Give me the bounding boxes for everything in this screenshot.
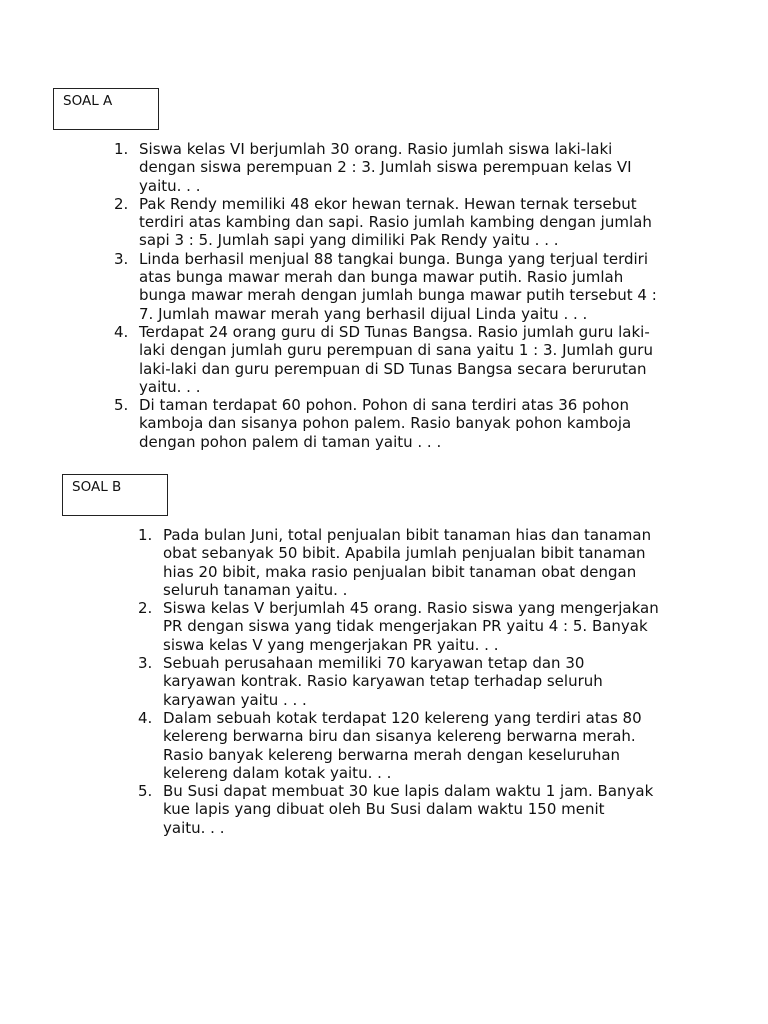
question-text-line: bunga mawar merah dengan jumlah bunga mawar putih tersebut 4 : <box>139 286 657 305</box>
question-text-line: Sebuah perusahaan memiliki 70 karyawan tetap dan 30 <box>163 654 585 673</box>
soal-b-question-3 <box>138 654 678 709</box>
question-text-line: yaitu. . . <box>163 818 225 837</box>
question-number: 1. <box>114 140 129 158</box>
soal-b-question-4 <box>138 709 678 782</box>
question-number: 3. <box>138 654 153 673</box>
question-text-line: laki dengan jumlah guru perempuan di sana yaitu 1 : 3. Jumlah guru <box>139 341 653 360</box>
question-text-line: Bu Susi dapat membuat 30 kue lapis dalam waktu 1 jam. Banyak <box>163 782 654 801</box>
question-text-line: hias 20 bibit, maka rasio penjualan bibit tanaman obat dengan <box>163 562 637 581</box>
question-text-line: karyawan kontrak. Rasio karyawan tetap terhadap seluruh <box>163 672 603 691</box>
question-text-line: Siswa kelas VI berjumlah 30 orang. Rasio jumlah siswa laki-laki <box>139 140 613 158</box>
question-text-line: PR dengan siswa yang tidak mengerjakan PR yaitu 4 : 5. Banyak <box>163 617 648 636</box>
soal-a-question-2 <box>114 195 674 250</box>
question-text-line: kelereng berwarna biru dan sisanya kelereng berwarna merah. <box>163 727 636 746</box>
soal-a-question-3 <box>114 250 674 323</box>
question-text-line: 7. Jumlah mawar merah yang berhasil dijual Linda yaitu . . . <box>139 304 588 323</box>
question-number: 5. <box>138 782 153 801</box>
soal-b-question-1 <box>138 526 678 599</box>
question-text-line: dengan siswa perempuan 2 : 3. Jumlah siswa perempuan kelas VI <box>139 158 632 177</box>
question-number: 4. <box>138 708 153 727</box>
soal-b-question-2 <box>138 599 678 654</box>
soal-b-question-5 <box>138 782 678 837</box>
question-text-line: dengan pohon palem di taman yaitu . . . <box>139 432 442 451</box>
question-text-line: Pak Rendy memiliki 48 ekor hewan ternak. Hewan ternak tersebut <box>139 194 637 213</box>
soal-a-question-4 <box>114 323 674 396</box>
question-text-line: seluruh tanaman yaitu. . <box>163 580 348 599</box>
soal-b-question-list <box>138 526 678 837</box>
soal-b-label: SOAL B <box>72 479 122 495</box>
question-number: 3. <box>114 249 129 268</box>
question-text-line: Dalam sebuah kotak terdapat 120 kelereng yang terdiri atas 80 <box>163 708 642 727</box>
question-text-line: laki-laki dan guru perempuan di SD Tunas Bangsa secara berurutan <box>139 359 647 378</box>
question-text-line: kelereng dalam kotak yaitu. . . <box>163 763 392 782</box>
soal-b-label-box <box>62 474 168 516</box>
question-text-line: terdiri atas kambing dan sapi. Rasio jumlah kambing dengan jumlah <box>139 213 652 232</box>
question-text-line: yaitu. . . <box>139 377 201 396</box>
question-text-line: sapi 3 : 5. Jumlah sapi yang dimiliki Pak Rendy yaitu . . . <box>139 231 559 250</box>
question-text-line: obat sebanyak 50 bibit. Apabila jumlah penjualan bibit tanaman <box>163 544 646 563</box>
question-number: 1. <box>138 526 153 544</box>
question-text-line: kue lapis yang dibuat oleh Bu Susi dalam waktu 150 menit <box>163 800 605 819</box>
question-number: 2. <box>114 194 129 213</box>
question-number: 2. <box>138 599 153 618</box>
question-text-line: Rasio banyak kelereng berwarna merah dengan keseluruhan <box>163 745 621 764</box>
question-text-line: kamboja dan sisanya pohon palem. Rasio banyak pohon kamboja <box>139 414 632 433</box>
question-text-line: Pada bulan Juni, total penjualan bibit tanaman hias dan tanaman <box>163 526 652 544</box>
question-text-line: siswa kelas V yang mengerjakan PR yaitu. . . <box>163 635 499 654</box>
question-text-line: atas bunga mawar merah dan bunga mawar putih. Rasio jumlah <box>139 268 624 287</box>
question-number: 5. <box>114 396 129 415</box>
soal-a-question-1 <box>114 140 674 195</box>
question-text-line: Di taman terdapat 60 pohon. Pohon di sana terdiri atas 36 pohon <box>139 396 629 415</box>
soal-a-question-list <box>114 140 674 451</box>
question-text-line: yaitu. . . <box>139 176 201 195</box>
question-text-line: Terdapat 24 orang guru di SD Tunas Bangsa. Rasio jumlah guru laki- <box>139 322 650 341</box>
question-text-line: Linda berhasil menjual 88 tangkai bunga. Bunga yang terjual terdiri <box>139 249 648 268</box>
question-text-line: karyawan yaitu . . . <box>163 690 307 709</box>
soal-a-label: SOAL A <box>63 93 113 109</box>
soal-a-question-5 <box>114 396 674 451</box>
soal-a-label-box <box>53 88 159 130</box>
question-number: 4. <box>114 322 129 341</box>
question-text-line: Siswa kelas V berjumlah 45 orang. Rasio siswa yang mengerjakan <box>163 599 659 618</box>
